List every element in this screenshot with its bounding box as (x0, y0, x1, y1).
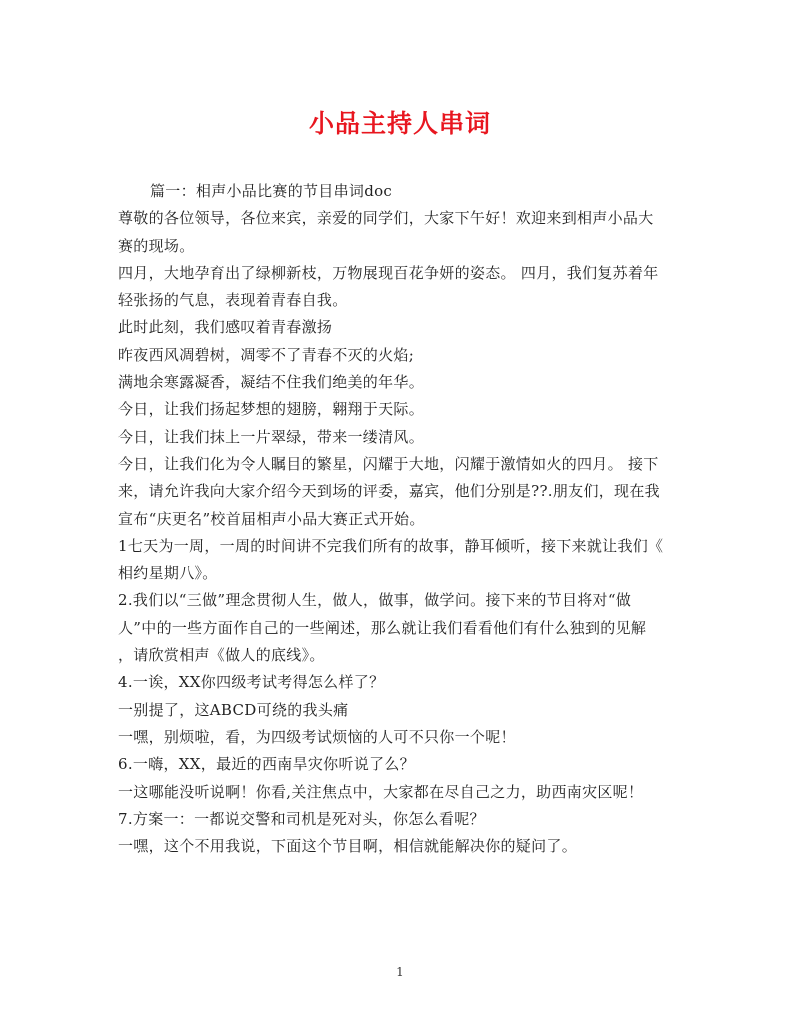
document-line: 人”中的一些方面作自己的一些阐述，那么就让我们看看他们有什么独到的见解 (118, 618, 647, 637)
document-line: 轻张扬的气息，表现着青春自我。 (118, 291, 348, 310)
document-line: 四月，大地孕育出了绿柳新枝，万物展现百花争妍的姿态。 四月，我们复苏着年 (118, 263, 659, 282)
document-line: 一嘿，这个不用我说，下面这个节目啊，相信就能解决你的疑问了。 (118, 837, 578, 856)
document-line: 满地余寒露凝香，凝结不住我们绝美的年华。 (118, 373, 425, 392)
document-line: 4.一诶，XX你四级考试考得怎么样了？ (118, 673, 385, 692)
document-line: 篇一：相声小品比赛的节目串词doc (150, 182, 393, 200)
document-line: 6.一嗨，XX，最近的西南旱灾你听说了么？ (118, 755, 415, 774)
document-line: 赛的现场。 (118, 236, 195, 255)
document-title: 小品主持人串词 (308, 109, 491, 138)
document-line: 一嘿，别烦啦，看，为四级考试烦恼的人可不只你一个呢！ (118, 727, 516, 746)
document-line: 来，请允许我向大家介绍今天到场的评委，嘉宾，他们分别是??.朋友们，现在我 (118, 482, 660, 501)
document-line: 一这哪能没听说啊！你看,关注焦点中，大家都在尽自己之力，助西南灾区呢！ (118, 782, 644, 801)
document-line: 今日，让我们抹上一片翠绿，带来一缕清风。 (118, 427, 425, 446)
page-number: 1 (396, 965, 404, 979)
document-line: ，请欣赏相声《做人的底线》。 (118, 646, 325, 665)
document-line: 宣布“庆更名”校首届相声小品大赛正式开始。 (118, 509, 425, 528)
document-line: 今日，让我们扬起梦想的翅膀，翱翔于天际。 (118, 400, 425, 419)
document-line: 今日，让我们化为令人瞩目的繁星，闪耀于大地，闪耀于激情如火的四月。 接下 (118, 454, 659, 473)
document-line: 一别提了，这ABCD可绕的我头痛 (118, 700, 349, 719)
document-body (118, 178, 690, 860)
document-line: 昨夜西风凋碧树，凋零不了青春不灭的火焰; (118, 345, 415, 364)
document-line: 2.我们以“三做”理念贯彻人生，做人，做事，做学问。接下来的节目将对“做 (118, 591, 632, 610)
document-line: 相约星期八》。 (118, 564, 218, 583)
document-line: 此时此刻，我们感叹着青春激扬 (118, 318, 333, 337)
document-line: 7.方案一：一都说交警和司机是死对头，你怎么看呢？ (118, 809, 485, 828)
document-line: 1七天为一周，一周的时间讲不完我们所有的故事，静耳倾听，接下来就让我们《 (118, 536, 664, 555)
document-line: 尊敬的各位领导，各位来宾，亲爱的同学们，大家下午好！欢迎来到相声小品大 (118, 209, 654, 228)
